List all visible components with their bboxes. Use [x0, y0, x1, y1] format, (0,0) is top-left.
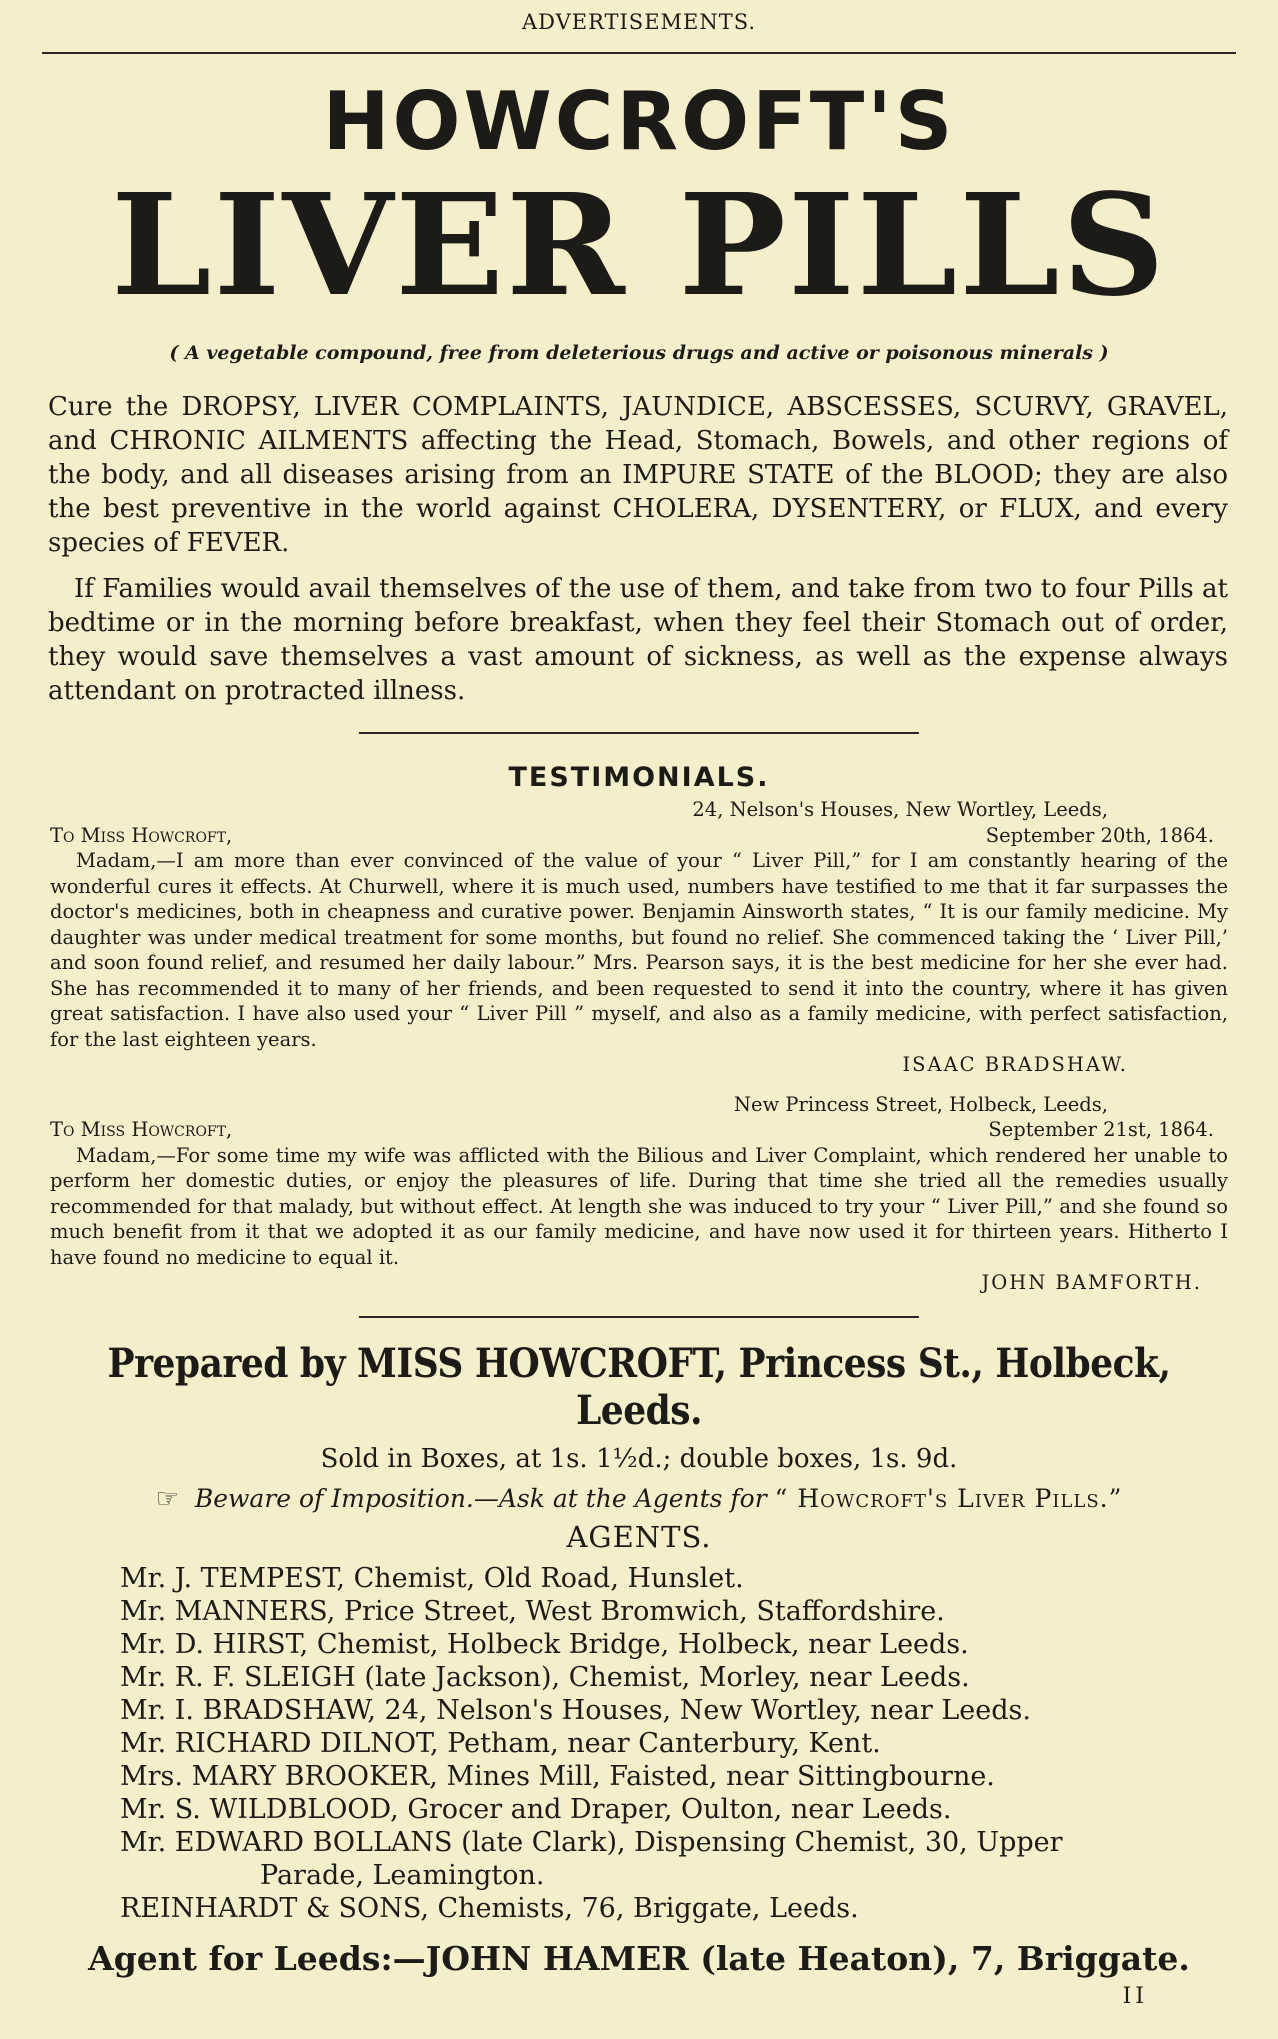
running-head: ADVERTISEMENTS. — [521, 10, 757, 34]
pointing-hand-icon: ☞ — [155, 1483, 179, 1514]
tagline: ( A vegetable compound, free from deleterious drugs and active or poisonous minerals ) — [169, 342, 1109, 364]
top-rule — [42, 52, 1236, 54]
agents-list — [120, 1562, 1238, 1925]
agent-item-continuation: Parade, Leamington. — [260, 1859, 545, 1891]
letter-body: Madam,—For some time my wife was afflicted with the Bilious and Liver Complaint, which rendered her unable to perform her domestic duties, or enjoy the pleasures of life. During that time she tried all the remedies usually recommended for that malady, but without effect. At length she was induced to try your “ Liver Pill,” and she found so much benefit from it that we adopted it as our family medicine, and have now used it for thirteen years. Hitherto I have found no medicine to equal it. — [50, 1143, 1228, 1269]
section-divider — [359, 1316, 919, 1318]
brand-heading: HOWCROFT'S — [322, 75, 956, 168]
agent-item: Mr. RICHARD DILNOT, Petham, near Canterbury, Kent. — [120, 1727, 881, 1759]
agent-item: Mr. EDWARD BOLLANS (late Clark), Dispensing Chemist, 30, Upper — [120, 1826, 1063, 1858]
letter-date: September 21st, 1864. — [988, 1118, 1214, 1141]
letter-signature: ISAAC BRADSHAW. — [902, 1053, 1128, 1076]
prepared-by-line: Prepared by MISS HOWCROFT, Princess St., Holbeck, Leeds. — [107, 1339, 1171, 1434]
testimonials-title: TESTIMONIALS. — [508, 762, 770, 793]
price-line: Sold in Boxes, at 1s. 1½d.; double boxes, 1s. 9d. — [320, 1443, 958, 1474]
beware-text: Beware of Imposition.—Ask at the Agents for — [194, 1483, 767, 1513]
letter-signature: JOHN BAMFORTH. — [981, 1271, 1202, 1294]
beware-product-name: “ Howcroft's Liver Pills.” — [774, 1483, 1123, 1513]
letter-header-row — [50, 1117, 1228, 1143]
agent-item: Mr. MANNERS, Price Street, West Bromwich, Staffordshire. — [120, 1595, 945, 1627]
agent-item: Mr. I. BRADSHAW, 24, Nelson's Houses, New Wortley, near Leeds. — [120, 1694, 1031, 1726]
agent-item: REINHARDT & SONS, Chemists, 76, Briggate, Leeds. — [120, 1892, 859, 1924]
beware-notice — [40, 1484, 1238, 1514]
letter-salutation: To Miss Howcroft, — [50, 823, 233, 847]
intro-paragraph-2: If Families would avail themselves of the use of them, and take from two to four Pills at bedtime or in the morning before breakfast, when they feel their Stomach out of order, they would save themselves a vast amount of sickness, as well as the expense always attendant on protracted illness. — [48, 574, 1228, 706]
leeds-agent-line: Agent for Leeds:—JOHN HAMER (late Heaton), 7, Briggate. — [88, 1938, 1190, 1978]
letter-date: September 20th, 1864. — [985, 823, 1214, 847]
product-heading: LIVER PILLS — [111, 164, 1167, 328]
letter-header-row — [50, 823, 1228, 849]
letter-address: New Princess Street, Holbeck, Leeds, — [733, 1092, 1108, 1116]
intro-paragraph-1: Cure the DROPSY, LIVER COMPLAINTS, JAUNDICE, ABSCESSES, SCURVY, GRAVEL, and CHRONIC AILMENTS affecting the Head, Stomach, Bowels, and other regions of the body, and all diseases arising from an IMPURE STATE of the BLOOD; they are also the best preventive in the world against CHOLERA, DYSENTERY, or FLUX, and every species of FEVER. — [48, 392, 1228, 558]
agents-title: AGENTS. — [566, 1519, 712, 1554]
testimonial-letter — [50, 1092, 1228, 1296]
agent-item: Mr. R. F. SLEIGH (late Jackson), Chemist, Morley, near Leeds. — [120, 1661, 970, 1693]
testimonial-letter — [50, 797, 1228, 1078]
letter-salutation: To Miss Howcroft, — [50, 1118, 233, 1141]
agent-item: Mr. D. HIRST, Chemist, Holbeck Bridge, Holbeck, near Leeds. — [120, 1628, 969, 1660]
agent-item: Mrs. MARY BROOKER, Mines Mill, Faisted, near Sittingbourne. — [120, 1760, 995, 1792]
letter-address: 24, Nelson's Houses, New Wortley, Leeds, — [692, 798, 1108, 821]
letter-body: Madam,—I am more than ever convinced of the value of your “ Liver Pill,” for I am constantly hearing of the wonderful cures it effects. At Churwell, where it is much used, numbers have testified to me that it far surpasses the doctor's medicines, both in cheapness and curative power. Benjamin Ainsworth states, “ It is our family medicine. My daughter was under medical treatment for some months, but found no relief. She commenced taking the ‘ Liver Pill,’ and soon found relief, and resumed her daily labour.” Mrs. Pearson says, it is the best medicine for her she ever had. She has recommended it to many of her friends, and been requested to send it into the country, where it has given great satisfaction. I have also used your “ Liver Pill ” myself, and also as a family medicine, with perfect satisfaction, for the last eighteen years. — [50, 849, 1228, 1051]
page-number: II — [1122, 1984, 1148, 2009]
agent-item: Mr. J. TEMPEST, Chemist, Old Road, Hunslet. — [120, 1562, 744, 1594]
section-divider — [359, 732, 919, 734]
agent-item: Mr. S. WILDBLOOD, Grocer and Draper, Oulton, near Leeds. — [120, 1793, 952, 1825]
